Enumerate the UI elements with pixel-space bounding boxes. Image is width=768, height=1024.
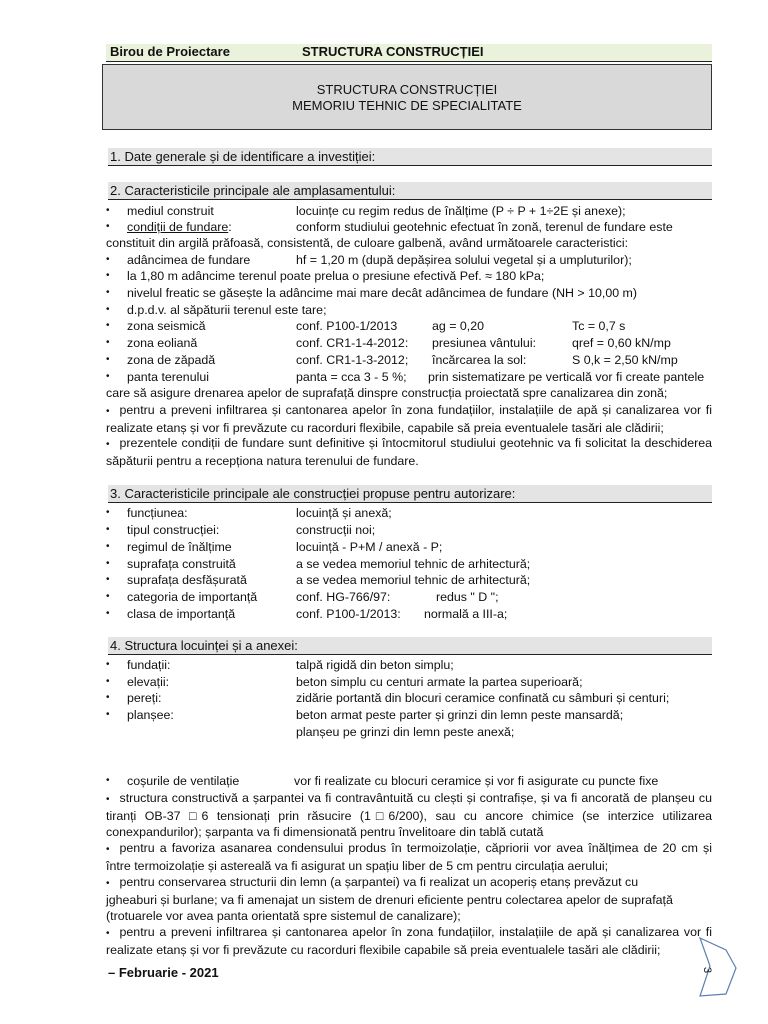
page-header xyxy=(106,44,712,62)
list-item: • nivelul freatic se găsește la adâncime mai mare decât adâncimea de fundare (NH > 10,00 m) xyxy=(106,286,638,300)
title-box xyxy=(102,64,712,130)
section-1-heading: 1. Date generale și de identificare a investiției: xyxy=(108,148,712,166)
header-office: Birou de Proiectare xyxy=(110,44,230,59)
list-item: • zona eoliană conf. CR1-1-4-2012: presiunea vântului: qref = 0,60 kN/mp xyxy=(106,336,671,350)
list-item: • suprafața construită a se vedea memoriul tehnic de arhitectură; xyxy=(106,557,531,571)
title-line-2: MEMORIU TEHNIC DE SPECIALITATE xyxy=(292,98,522,113)
paragraph: • pentru a favoriza asanarea condensului produs în termoizolație, căpriorii vor avea înălțimea de 20 cm și între termoizolație și astereală va fi asigurat un spațiu liber de 5 cm pentru circulația aerului; xyxy=(106,841,712,873)
section-4-heading: 4. Structura locuinței și a anexei: xyxy=(108,637,712,655)
list-item: • planșee: beton armat peste parter și grinzi din lemn peste mansardă; xyxy=(106,708,624,722)
list-item: • adâncimea de fundare hf = 1,20 m (după depășirea solului vegetal și a umpluturilor); xyxy=(106,253,632,267)
list-item: • zona seismică conf. P100-1/2013 ag = 0,20 Tc = 0,7 s xyxy=(106,319,626,333)
list-item-continuation: care să asigure drenarea apelor de suprafață dinspre construcția proiectată spre canalizarea din zonă; xyxy=(106,386,668,400)
list-item: • fundații: talpă rigidă din beton simplu; xyxy=(106,658,454,672)
list-item: • funcțiunea: locuință și anexă; xyxy=(106,506,392,520)
list-item: • elevații: beton simplu cu centuri armate la partea superioară; xyxy=(106,675,583,689)
header-title: STRUCTURA CONSTRUCȚIEI xyxy=(302,44,484,59)
list-item: • zona de zăpadă conf. CR1-1-3-2012; încărcarea la sol: S 0,k = 2,50 kN/mp xyxy=(106,353,678,367)
list-item: • panta terenului panta = cca 3 - 5 %; prin sistematizare pe verticală vor fi create pantele xyxy=(106,370,705,384)
list-item: • clasa de importanță conf. P100-1/2013: normală a III-a; xyxy=(106,607,508,621)
list-item: • mediul construit locuințe cu regim redus de înălțime (P ÷ P + 1÷2E și anexe); xyxy=(106,204,626,218)
page-number: 3 xyxy=(701,966,714,974)
list-item: • pereți: zidărie portantă din blocuri ceramice confinată cu sâmburi și centuri; xyxy=(106,691,670,705)
section-2-heading: 2. Caracteristicile principale ale amplasamentului: xyxy=(108,182,712,200)
paragraph: • pentru conservarea structurii din lemn (a șarpantei) va fi realizat un acoperiș etanș prevăzut cu jgheaburi și burlane; va fi amenajat un sistem de drenuri eficiente pentru colectarea apelor de suprafață (trotuarele vor avea panta orientată spre sistemul de canalizare); xyxy=(106,875,673,923)
list-item: • d.p.d.v. al săpăturii terenul este tare; xyxy=(106,303,327,317)
paragraph: • structura constructivă a șarpantei va fi contravântuită cu clești și contrafișe, și va fi ancorată de planșeu cu tiranți OB-37 □6 tensionați prin răsucire (1□6/200), sau cu ancore chimice (se interzice utilizarea conexpandurilor); șarpanta va fi dimensionată pentru învelitoare din tablă cutată xyxy=(106,791,712,839)
paragraph: • pentru a preveni infiltrarea și cantonarea apelor în zona fundațiilor, instalațiile de apă și canalizarea vor fi realizate etanș și vor fi prevăzute cu racorduri flexibile capabile să preia eventualele tasări ale clădirii; xyxy=(106,925,712,957)
footer-date: – Februarie - 2021 xyxy=(108,965,219,980)
list-item: • la 1,80 m adâncime terenul poate prelua o presiune efectivă Pef. ≈ 180 kPa; xyxy=(106,269,545,283)
paragraph: • prezentele condiții de fundare sunt definitive și întocmitorul studiului geotehnic va fi solicitat la deschiderea săpăturii pentru a recepționa natura terenului de fundare. xyxy=(106,436,712,468)
list-item: • categoria de importanță conf. HG-766/97: redus " D "; xyxy=(106,590,499,604)
list-item-continuation: constituit din argilă prăfoasă, consistentă, de culoare galbenă, având următoarele caracteristici: xyxy=(106,236,629,250)
list-item-continuation: planșeu pe grinzi din lemn peste anexă; xyxy=(296,725,515,739)
list-item: • regimul de înălțime locuință - P+M / anexă - P; xyxy=(106,540,443,554)
list-item: • coșurile de ventilație vor fi realizate cu blocuri ceramice și vor fi asigurate cu puncte fixe xyxy=(106,774,659,788)
list-item: • condiții de fundare: conform studiului geotehnic efectuat în zonă, terenul de fundare este xyxy=(106,220,673,234)
list-item: • tipul construcției: construcții noi; xyxy=(106,523,376,537)
list-item: • suprafața desfășurată a se vedea memoriul tehnic de arhitectură; xyxy=(106,573,531,587)
title-line-1: STRUCTURA CONSTRUCȚIEI xyxy=(316,82,498,97)
paragraph: • pentru a preveni infiltrarea și cantonarea apelor în zona fundațiilor, instalațiile de apă și canalizarea vor fi realizate etanș și vor fi prevăzute cu racorduri flexibile, capabile să preia eventualele tasări ale clădirii; xyxy=(106,403,712,435)
section-3-heading: 3. Caracteristicile principale ale construcției propuse pentru autorizare: xyxy=(108,485,712,503)
